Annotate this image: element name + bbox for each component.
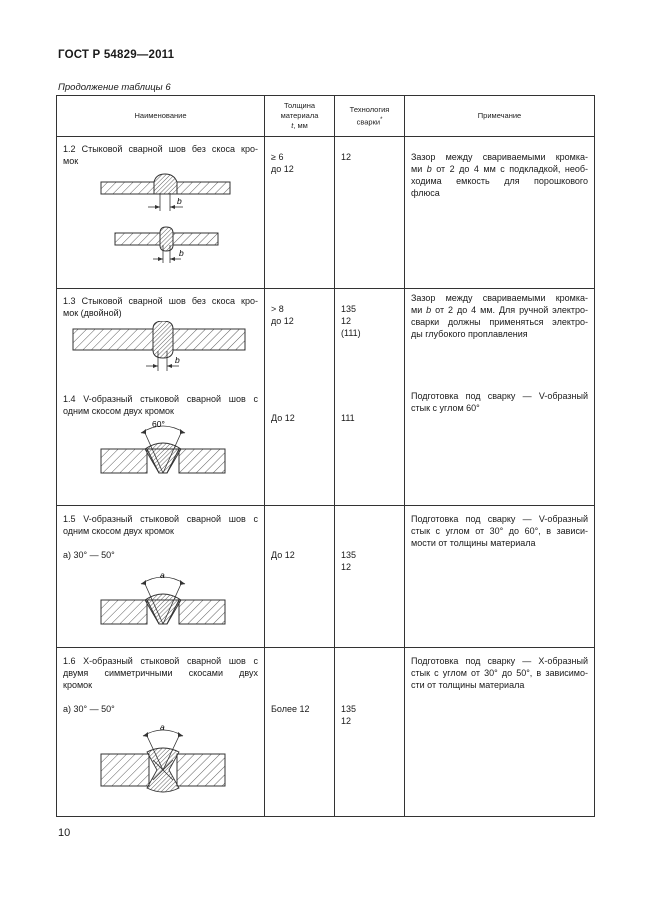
technology-line: 135 [341,550,357,560]
angle-range-label: а) 30° — 50° [63,550,115,560]
note-line: Зазор между свариваемыми кромка- [411,293,588,303]
note-line: стык с углом от 30° до 60°, в зависи- [411,526,588,536]
table-header-row [57,96,595,137]
v-weld-angle-a-diagram [97,570,227,640]
thickness-line: Более 12 [271,704,310,714]
thickness-line: До 12 [271,413,295,423]
name-line: мок (двойной) [63,308,122,318]
note-cell [405,289,595,506]
col-header-technology: Технология сварки* [335,96,405,137]
thickness-line: До 12 [271,550,295,560]
note-cell [405,506,595,648]
note-cell [405,137,595,289]
dim-label: b [175,355,180,365]
technology-line: 12 [341,152,352,162]
note-line: Подготовка под сварку — X-образный [411,656,588,666]
thickness-line: до 12 [271,164,294,174]
name-line: одним скосом двух кромок [63,526,174,536]
col-header-name: Наименование [57,96,265,137]
technology-cell [335,289,405,506]
x-weld-diagram [97,724,227,804]
butt-weld-diagram [93,171,233,271]
technology-cell [335,648,405,817]
note-line: мости от толщины материала [411,538,536,548]
angle-label: a [160,724,165,732]
note-line: флюса [411,188,440,198]
col-header-note: Примечание [405,96,595,137]
name-line: 1.4 V-образный стыковой сварной шов с [63,394,258,404]
name-line: двумя симметричными скосами двух [63,668,258,678]
name-cell [57,137,265,289]
note-line: ми b от 2 до 4 мм с подкладкой, необ- [411,164,588,174]
welds-table [56,95,595,817]
name-line: 1.2 Стыковой сварной шов без скоса кро- [63,144,258,154]
angle-label: 60° [152,419,165,429]
note-line: стык с углом от 30° до 50°, в зависимо- [411,668,588,678]
note-line: ходима емкость для порошкового [411,176,588,186]
standard-header: ГОСТ Р 54829—2011 [58,49,175,61]
note-cell [405,648,595,817]
dim-label: b [179,248,184,258]
note-line: Подготовка под сварку — V-образный [411,391,588,401]
note-line: Зазор между свариваемыми кромка- [411,152,588,162]
note-line: стык с углом 60° [411,403,480,413]
technology-line: (111) [341,328,361,338]
table-row [57,648,595,817]
thickness-cell [265,506,335,648]
note-line: сти от толщины материала [411,680,525,690]
note-line: сварки должны применяться электро- [411,317,588,327]
name-line: 1.3 Стыковой сварной шов без скоса кро- [63,296,258,306]
thickness-cell [265,648,335,817]
col-header-thickness: Толщина материала t, мм [265,96,335,137]
table-row [57,506,595,648]
technology-line: 135 [341,704,357,714]
note-line: Подготовка под сварку — V-образный [411,514,588,524]
name-cell [57,289,265,506]
thickness-line: до 12 [271,316,294,326]
technology-line: 111 [341,413,355,423]
technology-cell [335,506,405,648]
thickness-line: > 8 [271,304,284,314]
technology-cell [335,137,405,289]
dim-label: b [177,196,182,206]
v-weld-60-diagram [97,419,227,489]
thickness-cell [265,289,335,506]
table-row [57,137,595,289]
note-line: ми b от 2 до 4 мм. Для ручной электро- [411,305,588,315]
double-butt-weld-diagram [69,321,249,377]
name-line: 1.5 V-образный стыковой сварной шов с [63,514,258,524]
table-row [57,289,595,506]
page-number: 10 [58,827,71,839]
name-line: 1.6 X-образный стыковой сварной шов с [63,656,258,666]
technology-line: 12 [341,316,352,326]
technology-line: 12 [341,716,352,726]
name-line: мок [63,156,79,166]
note-line: ды глубокого проплавления [411,329,528,339]
table-continuation-label: Продолжение таблицы 6 [58,82,171,93]
angle-label: a [160,570,165,580]
angle-range-label: а) 30° — 50° [63,704,115,714]
technology-line: 12 [341,562,352,572]
thickness-line: ≥ 6 [271,152,284,162]
name-cell [57,506,265,648]
technology-line: 135 [341,304,357,314]
name-line: кромок [63,680,93,690]
thickness-cell [265,137,335,289]
name-cell [57,648,265,817]
name-line: одним скосом двух кромок [63,406,174,416]
